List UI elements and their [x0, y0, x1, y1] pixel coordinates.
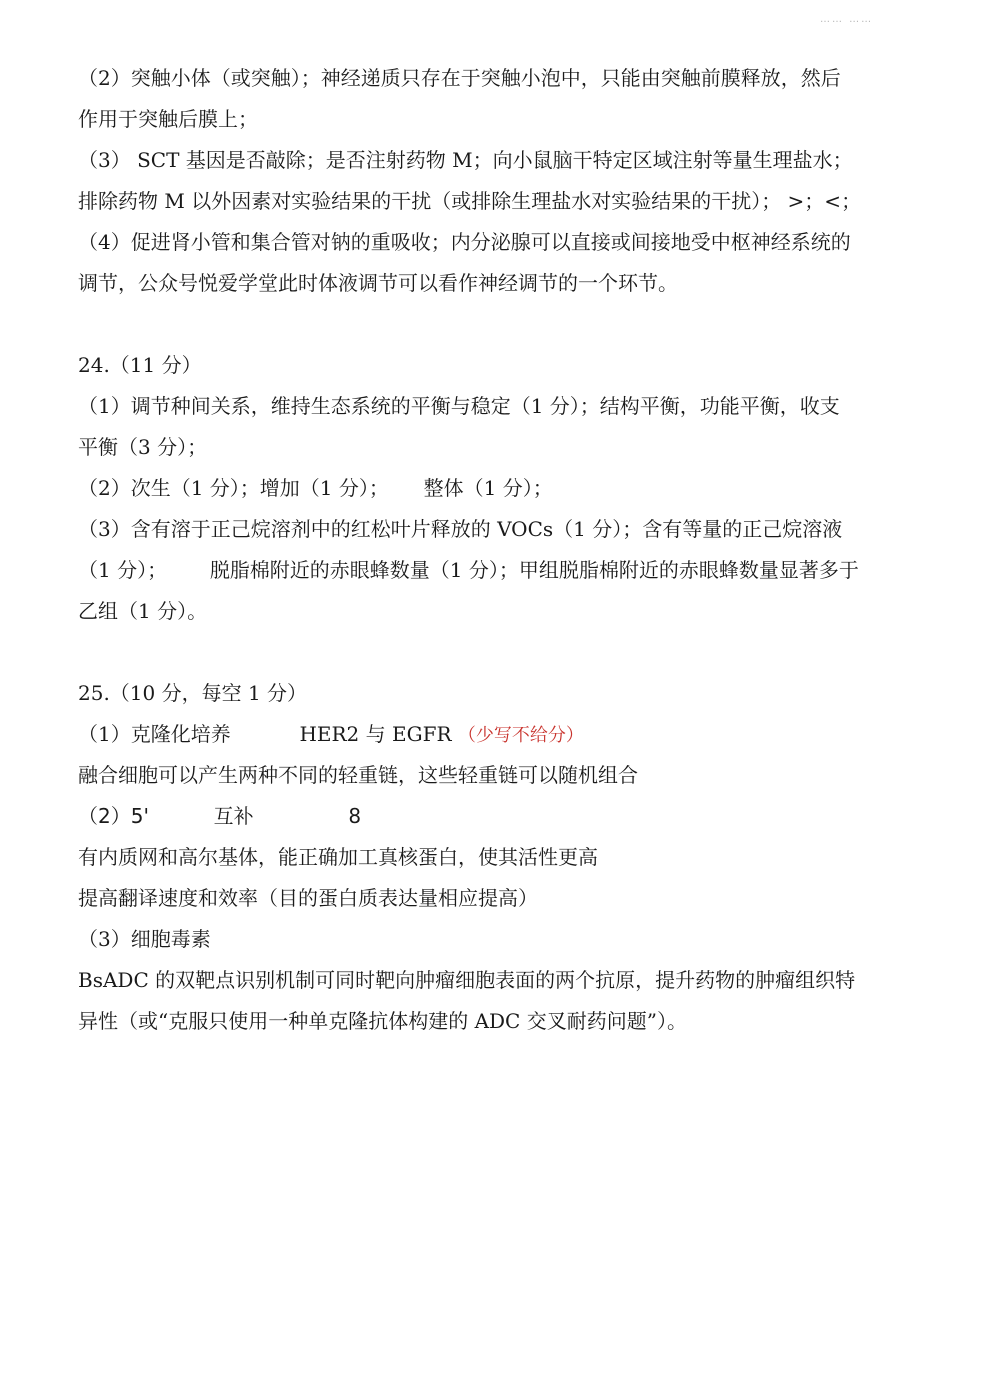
q25-line-6: （3）细胞毒素 — [78, 927, 211, 951]
q25-answer-complement: 互补 — [213, 804, 254, 828]
q25-line-2: 融合细胞可以产生两种不同的轻重链，这些轻重链可以随机组合 — [78, 763, 638, 787]
q25-line-8: 异性（或“克服只使用一种单克隆抗体构建的 ADC 交叉耐药问题”）。 — [78, 1009, 687, 1033]
answer-page — [78, 58, 928, 1042]
q25-red-note: （少写不给分） — [457, 725, 584, 746]
q25-line-1 — [78, 714, 928, 755]
q24-line-3 — [78, 468, 928, 509]
q23-line-2: 作用于突触后膜上； — [78, 107, 258, 131]
q25-answer-cloning: （1）克隆化培养 — [78, 722, 231, 746]
q25-line-3 — [78, 796, 928, 837]
q24-line-5 — [78, 550, 928, 591]
question-25 — [78, 673, 928, 1042]
q24-line-2: 平衡（3 分）； — [78, 435, 208, 459]
q25-line-4: 有内质网和高尔基体，能正确加工真核蛋白，使其活性更高 — [78, 845, 598, 869]
q24-line-4: （3）含有溶于正己烷溶剂中的红松叶片释放的 VOCs（1 分）；含有等量的正己烷溶液 — [78, 517, 843, 541]
q23-line-5: （4）促进肾小管和集合管对钠的重吸收；内分泌腺可以直接或间接地受中枢神经系统的 — [78, 230, 851, 254]
q25-title: 25.（10 分，每空 1 分） — [78, 681, 308, 705]
q23-line-4: 排除药物 M 以外因素对实验结果的干扰（或排除生理盐水对实验结果的干扰）； >；<； — [78, 189, 862, 213]
q25-line-7: BsADC 的双靶点识别机制可同时靶向肿瘤细胞表面的两个抗原，提升药物的肿瘤组织特 — [78, 968, 856, 992]
q24-line-3-part-b: 整体（1 分）； — [423, 476, 553, 500]
q24-line-6: 乙组（1 分）。 — [78, 599, 208, 623]
q24-line-5-part-b: 脱脂棉附近的赤眼蜂数量（1 分）；甲组脱脂棉附近的赤眼蜂数量显著多于 — [209, 558, 859, 582]
q23-line-1: （2）突触小体（或突触）；神经递质只存在于突触小泡中，只能由突触前膜释放，然后 — [78, 66, 841, 90]
q25-answer-her2-egfr: HER2 与 EGFR — [299, 722, 452, 746]
q24-title: 24.（11 分） — [78, 353, 202, 377]
q25-answer-5prime: （2）5' — [78, 804, 149, 828]
q24-line-3-part-a: （2）次生（1 分）；增加（1 分）； — [78, 476, 389, 500]
q24-line-5-part-a: （1 分）； — [78, 558, 168, 582]
q23-line-6: 调节，公众号悦爱学堂此时体液调节可以看作神经调节的一个环节。 — [78, 271, 678, 295]
question-23-continued — [78, 58, 928, 304]
question-24 — [78, 345, 928, 632]
q24-line-1: （1）调节种间关系，维持生态系统的平衡与稳定（1 分）；结构平衡，功能平衡，收支 — [78, 394, 840, 418]
q25-answer-8: 8 — [348, 804, 362, 828]
q25-line-5: 提高翻译速度和效率（目的蛋白质表达量相应提高） — [78, 886, 538, 910]
page-corner-mark: …… …… — [820, 14, 874, 25]
q23-line-3: （3） SCT 基因是否敲除；是否注射药物 M；向小鼠脑干特定区域注射等量生理盐水； — [78, 148, 853, 172]
